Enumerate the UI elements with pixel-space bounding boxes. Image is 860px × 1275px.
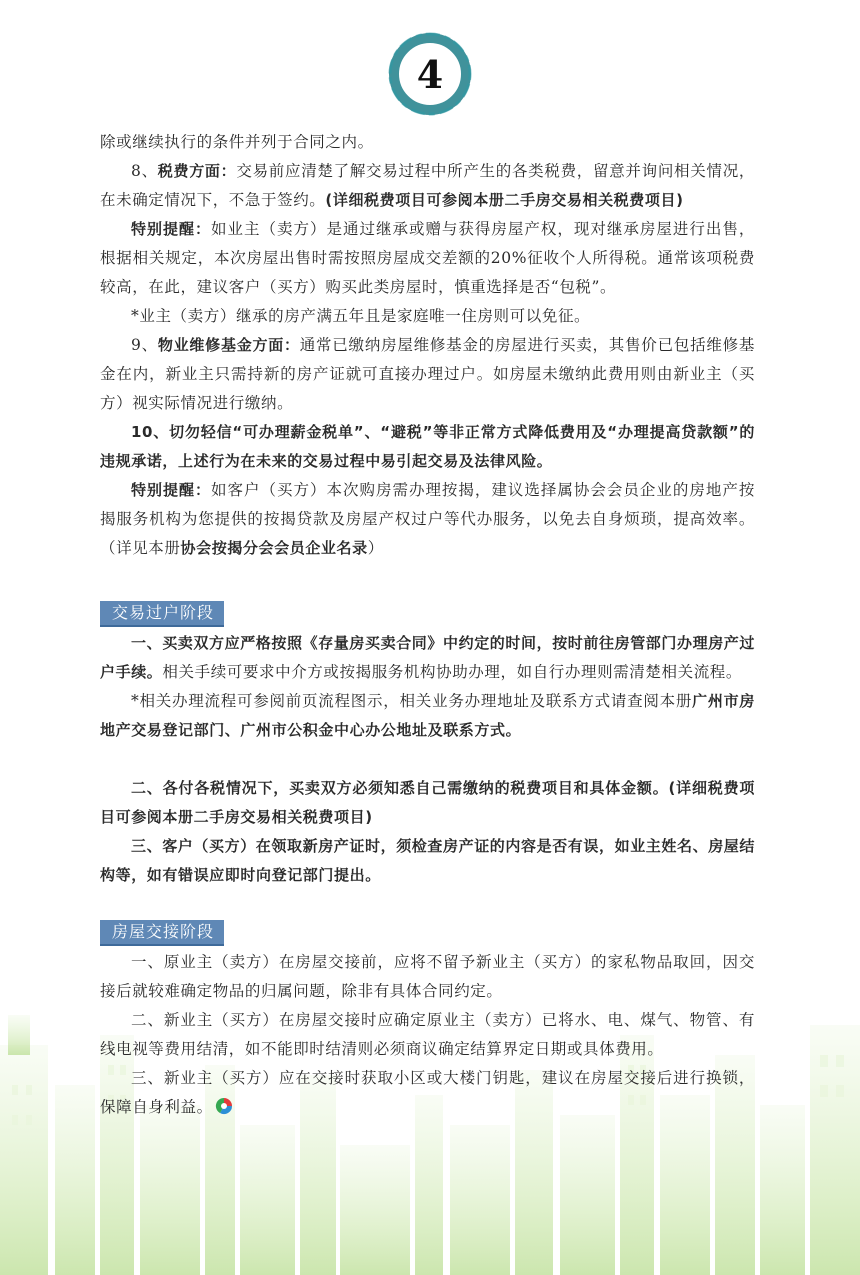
item-number: 9、 xyxy=(131,336,158,354)
reminder-body: 如业主（卖方）是通过继承或赠与获得房屋产权，现对继承房屋进行出售，根据相关规定，本次房屋出售时需按照房屋成交差额的20%征收个人所得税。通常该项税费较高，在此，建议客户（买方）购买此类房屋时，慎重选择是否“包税”。 xyxy=(100,220,755,296)
reminder-label: 特别提醒： xyxy=(131,220,211,238)
trade-item-3 xyxy=(100,832,755,890)
section-title: 房屋交接阶段 xyxy=(100,920,224,946)
trade-item-2 xyxy=(100,774,755,832)
item-bold: 一、买卖双方应严格按照《存量房买卖合同》中约定的时间，按时前往房管部门办理房产过户手续。 xyxy=(100,634,756,681)
spacer xyxy=(100,745,755,774)
item-bold: 三、客户（买方）在领取新房产证时， xyxy=(131,837,397,855)
item-bold: 二、各付各税情况下，买卖双方必须知悉自己需缴纳的税费项目和具体金额。(详细税费项目可参阅本册二手房交易相关税费项目) xyxy=(100,779,755,826)
item-body: 交易前应清楚了解交易过程中所产生的各类税费，留意并询问相关情况，在未确定情况下，不急于签约。 xyxy=(100,162,756,209)
item-body: 三、新业主（买方）应在交接时获取小区或大楼门钥匙，建议在房屋交接后进行换锁，保障自身利益。 xyxy=(100,1069,755,1116)
handover-item-2: 二、新业主（买方）在房屋交接时应确定原业主（卖方）已将水、电、煤气、物管、有线电视等费用结清，如不能即时结清则必须商议确定结算界定日期或具体费用。 xyxy=(100,1011,755,1058)
ink-circle-icon xyxy=(384,28,476,120)
trade-item-1 xyxy=(100,629,755,687)
handover-item-3 xyxy=(100,1064,755,1122)
section-trade-transfer xyxy=(100,601,755,627)
item-reference: (详细税费项目可参阅本册二手房交易相关税费项目) xyxy=(325,191,684,209)
warning-text: 10、切勿轻信“可办理薪金税单”、“避税”等非正常方式降低费用及“办理提高贷款额”的违规承诺，上述行为在未来的交易过程中易引起交易及法律风险。 xyxy=(100,423,755,470)
reminder-close: ） xyxy=(367,539,384,557)
page-number-badge xyxy=(384,28,476,120)
inheritance-note: *业主（卖方）继承的房产满五年且是家庭唯一住房则可以免征。 xyxy=(131,307,591,325)
item-body: 相关手续可要求中介方或按揭服务机构协助办理，如自行办理则需清楚相关流程。 xyxy=(162,663,743,681)
reminder-body: 如客户（买方）本次购房需办理按揭，建议选择属协会会员企业的房地产按揭服务机构为您提供的按揭贷款及房屋产权过户等代办服务，以免去自身烦琐，提高效率。（详见本册 xyxy=(100,481,755,557)
page-number: 4 xyxy=(416,52,444,97)
note-reference: 广州市房地产交易登记部门、广州市公积金中心办公地址及联系方式。 xyxy=(100,692,755,739)
item-8-tax xyxy=(100,157,755,215)
special-reminder-1 xyxy=(100,215,755,302)
item-9-maintenance-fund xyxy=(100,331,755,418)
handover-item-1: 一、原业主（卖方）在房屋交接前，应将不留予新业主（买方）的家私物品取回，因交接后就较难确定物品的归属问题，除非有具体合同约定。 xyxy=(100,953,755,1000)
reminder-reference: 协会按揭分会会员企业名录 xyxy=(180,539,368,557)
association-logo-icon xyxy=(215,1097,233,1115)
paragraph-continued: 除或继续执行的条件并列于合同之内。 xyxy=(100,133,374,151)
item-heading: 物业维修基金方面： xyxy=(157,336,300,354)
item-bold-2: 须检查房产证的内容是否有误，如业主姓名、房屋结构等，如有错误应即时向登记部门提出。 xyxy=(100,837,756,884)
item-number: 8、 xyxy=(131,162,158,180)
reminder-label: 特别提醒： xyxy=(131,481,211,499)
trade-item-1-note xyxy=(100,687,755,745)
item-10-warning xyxy=(100,418,755,476)
page-content xyxy=(100,128,755,1122)
special-reminder-2 xyxy=(100,476,755,563)
item-heading: 税费方面： xyxy=(157,162,237,180)
section-house-handover xyxy=(100,920,755,946)
note-body: *相关办理流程可参阅前页流程图示，相关业务办理地址及联系方式请查阅本册 xyxy=(131,692,693,710)
section-title: 交易过户阶段 xyxy=(100,601,224,627)
item-body: 通常已缴纳房屋维修基金的房屋进行买卖，其售价已包括维修基金在内，新业主只需持新的房产证就可直接办理过户。如房屋未缴纳此费用则由新业主（买方）视实际情况进行缴纳。 xyxy=(100,336,755,412)
